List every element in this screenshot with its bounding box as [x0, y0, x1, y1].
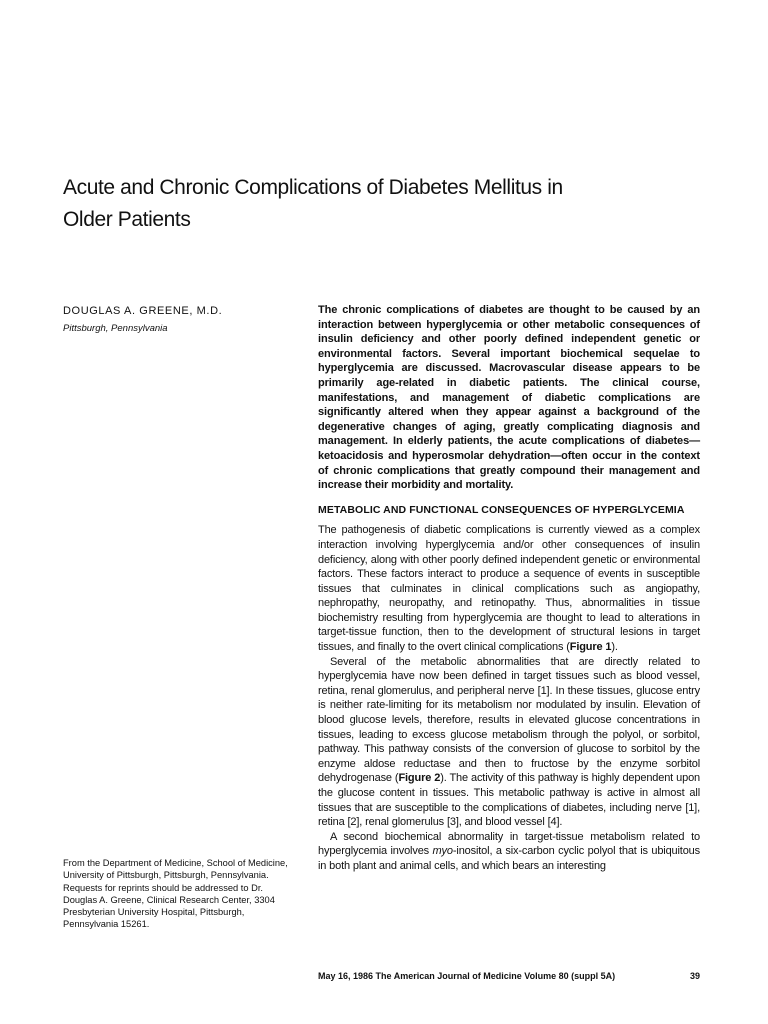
section-heading: METABOLIC AND FUNCTIONAL CONSEQUENCES OF HYPERGLYCEMIA — [318, 503, 685, 516]
author-name: DOUGLAS A. GREENE, M.D. — [63, 305, 223, 317]
figure-2-reference[interactable]: Figure 2 — [398, 772, 441, 785]
body-paragraph-1 — [318, 523, 700, 654]
body-paragraph-3 — [318, 830, 700, 874]
paragraph-2-text: Several of the metabolic abnormalities that are directly related to hyperglycemia have now been defined in target tissues such as blood vessel, retina, renal glomerulus, and peripheral nerve [1]. In these tissues, glucose entry is neither rate-limiting for its metabolism nor modulated by insulin. Elevation of blood glucose levels, therefore, results in elevated glucose concentrations in tissues, leading to excess glucose metabolism through the polyol, or sorbitol, pathway. This pathway consists of the conversion of glucose to sorbitol by the enzyme aldose reductase and then to fructose by the enzyme sorbitol dehydrogenase ( — [318, 655, 700, 785]
article-title-line-2: Older Patients — [63, 208, 191, 231]
abstract: The chronic complications of diabetes are thought to be caused by an interaction between hyperglycemia or other metabolic consequences of insulin deficiency and other poorly defined independent genetic or environmental factors. Several important biochemical sequelae to hyperglycemia are discussed. Macrovascular disease appears to be primarily age-related in diabetic patients. The clinical course, manifestations, and management of diabetic complications are significantly altered when they appear against a background of the degenerative changes of aging, greatly complicating diagnosis and management. In elderly patients, the acute complications of diabetes—ketoacidosis and hyperosmolar dehydration—often occur in the context of chronic complications that greatly compound their management and increase their morbidity and mortality. — [318, 304, 700, 492]
main-column — [318, 303, 700, 874]
author-location: Pittsburgh, Pennsylvania — [63, 323, 168, 334]
body-paragraph-2 — [318, 655, 700, 830]
affiliation-footnote: From the Department of Medicine, School of Medicine, University of Pittsburgh, Pittsburgh, Pennsylvania. Requests for reprints should be addressed to Dr. Douglas A. Greene, Clinical Research Center, 3304 Presbyterian University Hospital, Pittsburgh, Pennsylvania 15261. — [63, 858, 288, 930]
page-number: 39 — [689, 971, 700, 981]
paragraph-1-end: ). — [611, 641, 618, 654]
article-title-line-1: Acute and Chronic Complications of Diabetes Mellitus in — [63, 176, 563, 199]
journal-citation: May 16, 1986 The American Journal of Medicine Volume 80 (suppl 5A) — [318, 971, 616, 981]
paragraph-1-text: The pathogenesis of diabetic complications is currently viewed as a complex interaction involving hyperglycemia and/or other consequences of insulin deficiency, along with other poorly defined independent genetic or environmental factors. These factors interact to produce a sequence of events in susceptible tissues that culminates in clinical complications such as angiopathy, nephropathy, neuropathy, and retinopathy. Thus, abnormalities in tissue biochemistry resulting from hyperglycemia are thought to lead to alterations in target-tissue function, then to the development of structural lesions in target tissues, and finally to the overt clinical complications ( — [318, 524, 700, 654]
article-title — [63, 172, 703, 236]
author-block — [63, 304, 295, 335]
paragraph-3-rest: -inositol, a six-carbon cyclic polyol that is ubiquitous in both plant and animal cells, and which bears an interesting — [318, 845, 701, 872]
figure-1-reference[interactable]: Figure 1 — [569, 641, 612, 654]
page-footer — [318, 970, 700, 982]
paragraph-3-italic: myo — [432, 845, 453, 858]
paragraph-2-end: ). The activity of this pathway is highly dependent upon the glucose content in tissues. This metabolic pathway is active in almost all tissues that are susceptible to the complications of diabetes, including nerve [1], retina [2], renal glomerulus [3], and blood vessel [4]. — [318, 772, 701, 829]
paragraph-3-start: A second biochemical abnormality in target-tissue metabolism related to hyperglycemia involves — [318, 830, 700, 858]
